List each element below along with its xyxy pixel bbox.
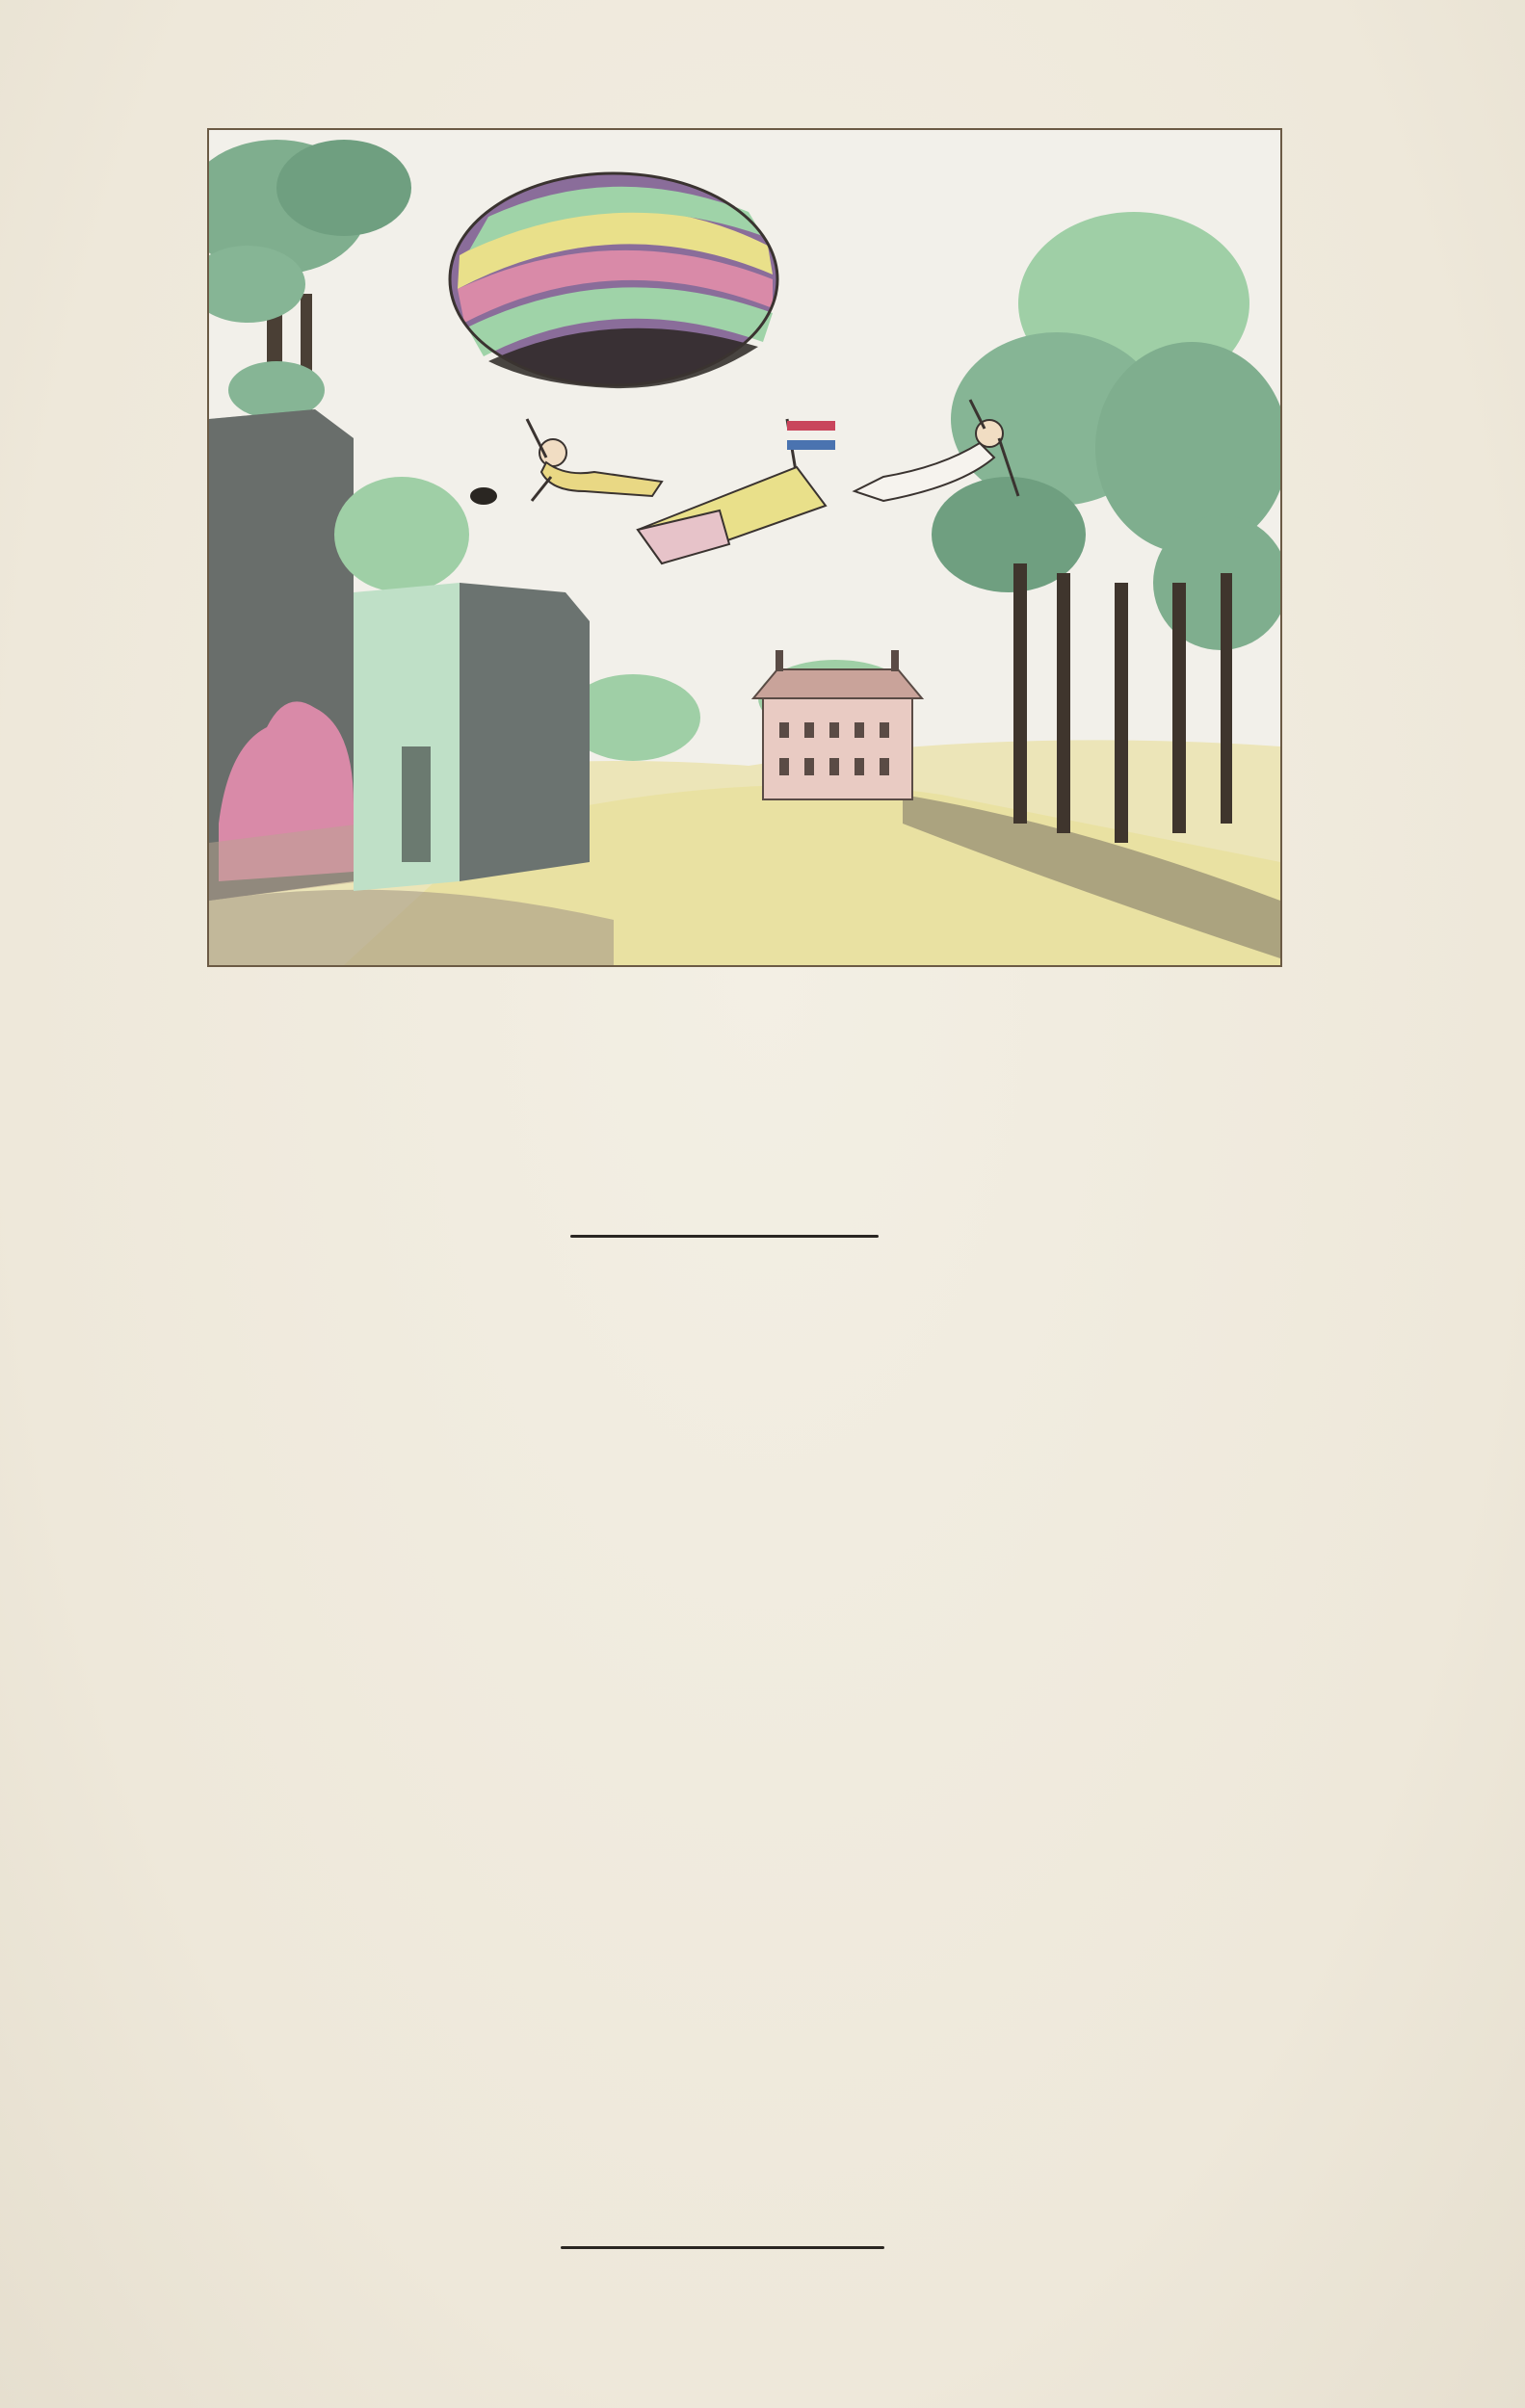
imprint-rule bbox=[561, 2246, 884, 2249]
balloon bbox=[450, 173, 777, 388]
illustration-drawing bbox=[209, 130, 1280, 965]
ornamental-divider-icon bbox=[701, 1320, 740, 2225]
balloon-accident-illustration bbox=[207, 128, 1282, 967]
country-house bbox=[753, 650, 922, 799]
title-rule bbox=[570, 1235, 879, 1238]
